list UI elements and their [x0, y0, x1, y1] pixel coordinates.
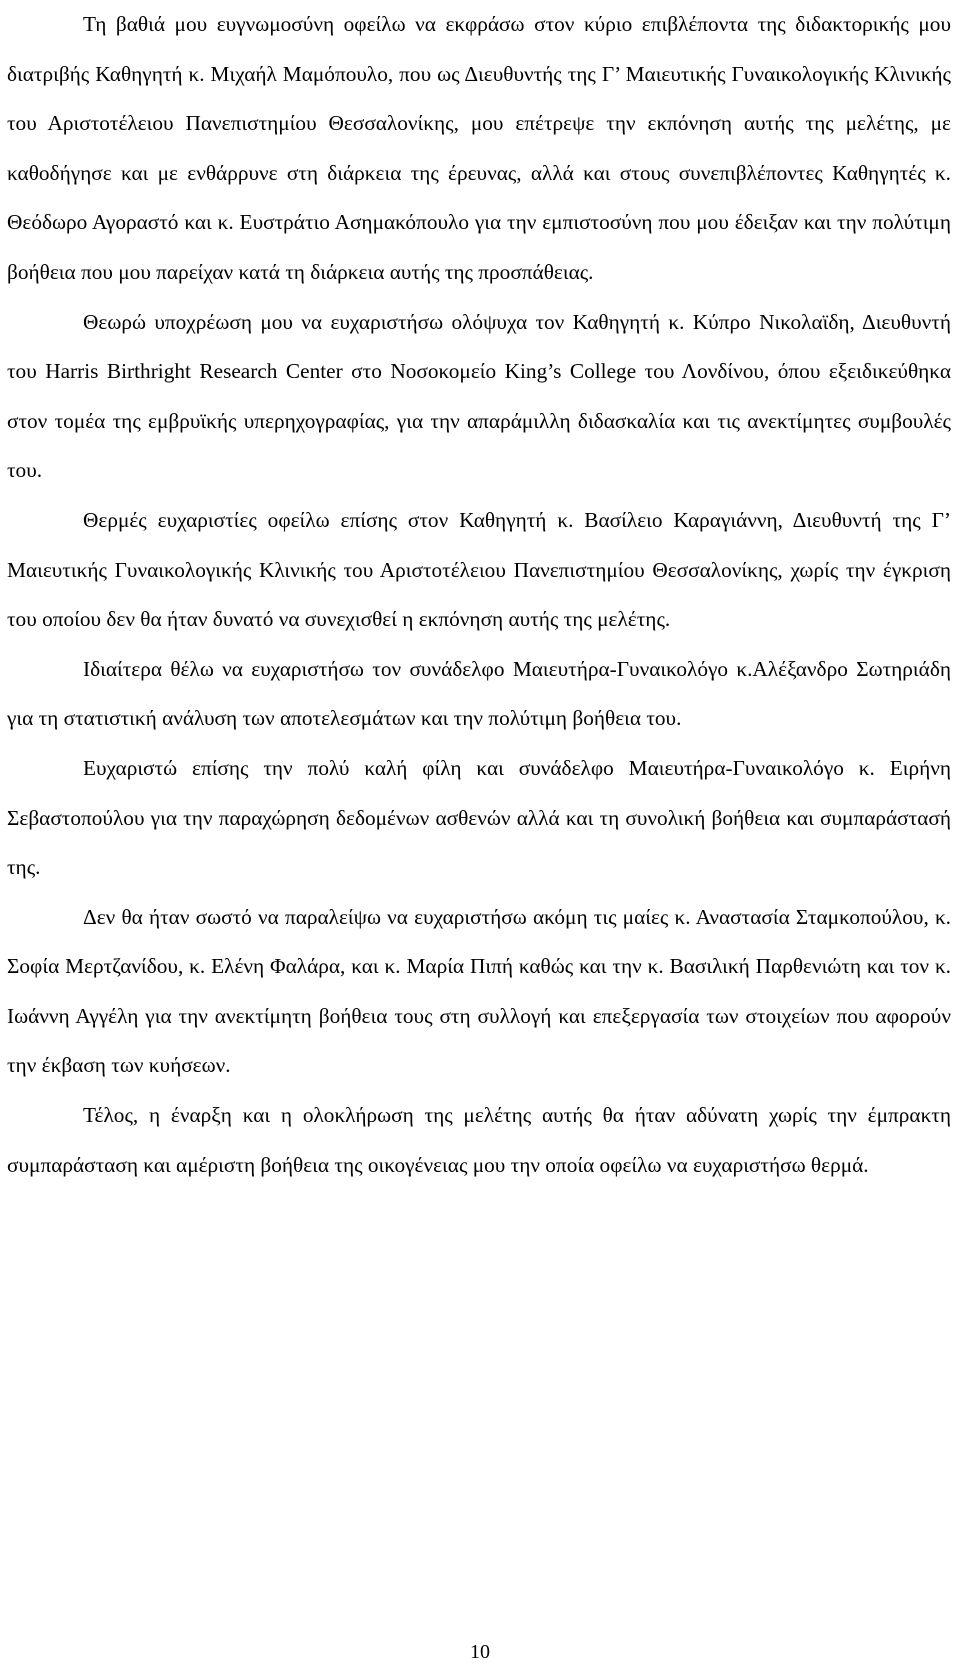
page-number: 10 — [470, 1641, 490, 1663]
paragraph-7: Τέλος, η έναρξη και η ολοκλήρωση της μελέτης αυτής θα ήταν αδύνατη χωρίς την έμπρακτη συμπαράσταση και αμέριστη βοήθεια της οικογένειας μου την οποία οφείλω να ευχαριστήσω θερμά. — [7, 1103, 951, 1177]
paragraph-1: Τη βαθιά μου ευγνωμοσύνη οφείλω να εκφράσω στον κύριο επιβλέποντα της διδακτορικής μου διατριβής Καθηγητή κ. Μιχαήλ Μαμόπουλο, που ως Διευθυντής της Γ’ Μαιευτικής Γυναικολογικής Κλινικής του Αριστοτέλειου Πανεπιστημίου Θεσσαλονίκης, μου επέτρεψε την εκπόνηση αυτής της μελέτης, με καθοδήγησε και με ενθάρρυνε στη διάρκεια της έρευνας, αλλά και στους συνεπιβλέποντες Καθηγητές κ. Θεόδωρο Αγοραστό και κ. Ευστράτιο Ασημακόπουλο για την εμπιστοσύνη που μου έδειξαν και την πολύτιμη βοήθεια που μου παρείχαν κατά τη διάρκεια αυτής της προσπάθειας. — [7, 12, 951, 284]
paragraph-4: Ιδιαίτερα θέλω να ευχαριστήσω τον συνάδελφο Μαιευτήρα-Γυναικολόγο κ.Αλέξανδρο Σωτηριάδη για τη στατιστική ανάλυση των αποτελεσμάτων και την πολύτιμη βοήθεια του. — [7, 656, 951, 731]
acknowledgements-text — [7, 0, 951, 1190]
paragraph-2: Θεωρώ υποχρέωση μου να ευχαριστήσω ολόψυχα τον Καθηγητή κ. Κύπρο Νικολαϊδη, Διευθυντή του Harris Birthright Research Center στο Νοσοκομείο King’s College του Λονδίνου, όπου εξειδικεύθηκα στον τομέα της εμβρυϊκής υπερηχογραφίας, για την απαράμιλλη διδασκαλία και τις ανεκτίμητες συμβουλές του. — [7, 309, 951, 483]
paragraph-5: Ευχαριστώ επίσης την πολύ καλή φίλη και συνάδελφο Μαιευτήρα-Γυναικολόγο κ. Ειρήνη Σεβαστοπούλου για την παραχώρηση δεδομένων ασθενών αλλά και τη συνολική βοήθεια και συμπαράστασή της. — [7, 755, 951, 880]
paragraph-3: Θερμές ευχαριστίες οφείλω επίσης στον Καθηγητή κ. Βασίλειο Καραγιάννη, Διευθυντή της Γ’ Μαιευτικής Γυναικολογικής Κλινικής του Αριστοτέλειου Πανεπιστημίου Θεσσαλονίκης, χωρίς την έγκριση του οποίου δεν θα ήταν δυνατό να συνεχισθεί η εκπόνηση αυτής της μελέτης. — [7, 507, 951, 632]
paragraph-6: Δεν θα ήταν σωστό να παραλείψω να ευχαριστήσω ακόμη τις μαίες κ. Αναστασία Σταμκοπούλου, κ. Σοφία Μερτζανίδου, κ. Ελένη Φαλάρα, και κ. Μαρία Πιπή καθώς και την κ. Βασιλική Παρθενιώτη και τον κ. Ιωάννη Αγγέλη για την ανεκτίμητη βοήθεια τους στη συλλογή και επεξεργασία των στοιχείων που αφορούν την έκβαση των κυήσεων. — [7, 904, 951, 1078]
